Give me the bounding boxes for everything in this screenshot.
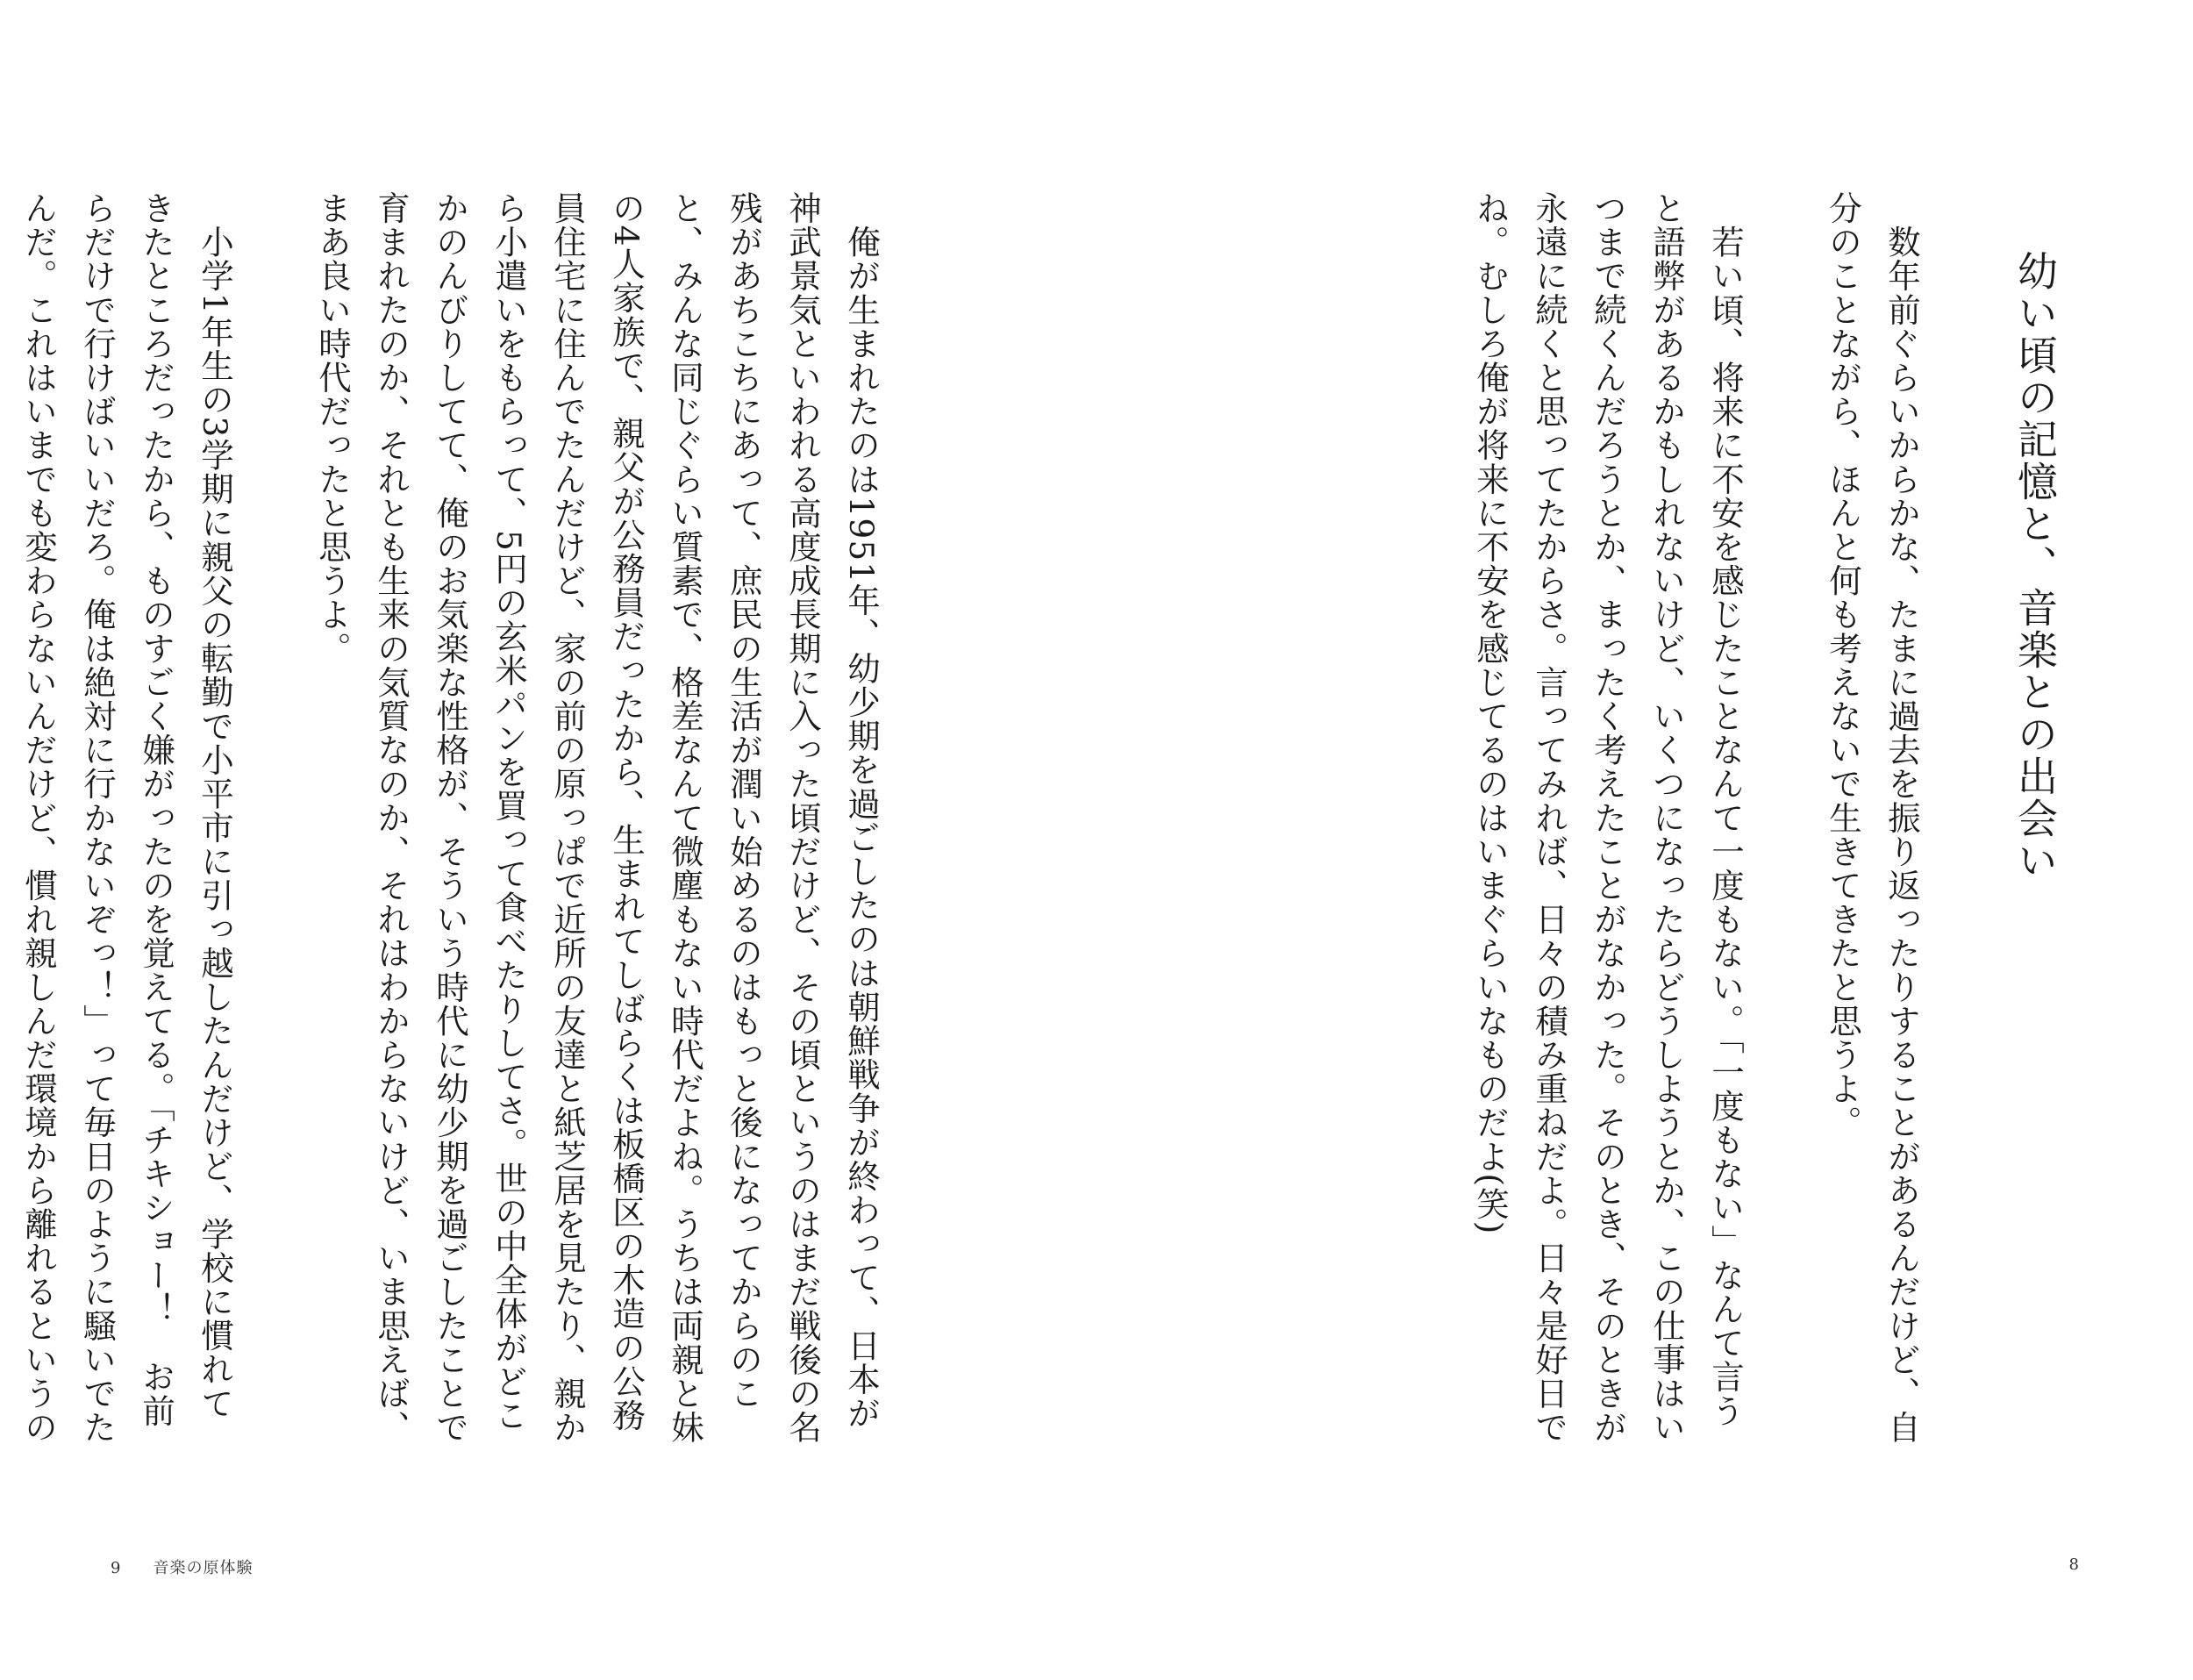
left-folio [111, 1555, 253, 1578]
left-paragraph-1: 俺が生まれたのは1951年、幼少期を過ごしたのは朝鮮戦争が終わって、日本が神武景気といわれる高度成長期に入った頃だけど、その頃というのはまだ戦後の名残があちこちにあって、庶民の生活が潤い始めるのはもっと後になってからのこと、みんな同じぐらい質素で、格差なんて微塵もない時代だよね。うちは両親と妹の4人家族で、親父が公務員だったから、生まれてしばらくは板橋区の木造の公務員住宅に住んでたんだけど、家の前の原っぱで近所の友達と紙芝居を見たり、親から小遣いをもらって、5円の玄米パンを買って食べたりしてさ。世の中全体がどこかのんびりしてて、俺のお気楽な性格が、そういう時代に幼少期を過ごしたことで育まれたのか、それとも生来の気質なのか、それはわからないけど、いま思えば、まあ良い時代だったと思うよ。 [313, 191, 881, 1445]
page-number-right: 8 [2068, 1555, 2079, 1574]
right-paragraph-1: 数年前ぐらいからかな、たまに過去を振り返ったりすることがあるんだけど、自分のことながら、ほんと何も考えないで生きてきたと思うよ。 [1824, 191, 1921, 1445]
left-page-body [0, 191, 949, 1446]
right-paragraph-2: 若い頃、将来に不安を感じたことなんて一度もない。「一度もない」なんて言うと語弊があるかもしれないけど、いくつになったらどうしようとか、この仕事はいつまで続くんだろうとか、まったく考えたことがなかった。そのとき、そのときが永遠に続くと思ってたからさ。言ってみれば、日々の積み重ねだよ。日々是好日でね。むしろ俺が将来に不安を感じてるのはいまぐらいなものだよ(笑) [1471, 191, 1745, 1445]
right-page-body [1402, 191, 1989, 1446]
section-heading: 幼い頃の記憶と、音楽との出会い [2011, 250, 2059, 882]
running-title: 音楽の原体験 [153, 1559, 254, 1577]
page-number-left: 9 [111, 1559, 122, 1577]
left-page [0, 0, 1096, 1680]
left-paragraph-2: 小学1年生の3学期に親父の転勤で小平市に引っ越したんだけど、学校に慣れてきたところだったから、ものすごく嫌がったのを覚えてる。「チキショー！ お前らだけで行けばいいだろ。俺は絶対に行かないぞっ！」って毎日のように騒いでたんだ。これはいまでも変わらないんだけど、慣れ親しんだ環境から離れるというの [19, 191, 234, 1445]
right-page [1096, 0, 2193, 1680]
